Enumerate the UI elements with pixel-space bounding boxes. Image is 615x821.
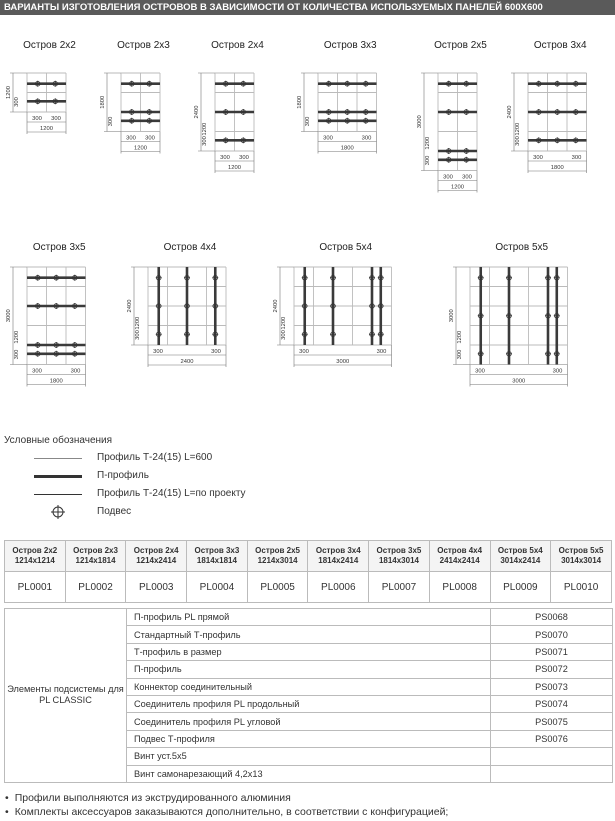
height-dimension: 3000: [6, 309, 12, 323]
mid-dimension: 1200: [281, 316, 287, 330]
legend: [4, 433, 404, 528]
module-dimension: 300: [202, 136, 208, 146]
variant-code: PL0009: [490, 572, 551, 603]
height-dimension: 2400: [273, 299, 279, 313]
legend-label: Профиль Т-24(15) L=600: [97, 452, 213, 463]
legend-label: Подвес: [97, 506, 132, 517]
element-code: [491, 748, 613, 765]
variant-header: Остров 2х5 1214х3014: [247, 541, 308, 572]
island-diagram: [6, 242, 86, 387]
module-dimension: 300: [14, 97, 20, 107]
mid-dimension: 1200: [14, 330, 20, 344]
module-dimension: 300: [533, 155, 543, 161]
hanger-icon: [330, 331, 336, 337]
module-dimension: 300: [211, 349, 221, 355]
hanger-icon: [378, 275, 384, 281]
hanger-icon: [463, 109, 469, 115]
hanger-icon: [330, 275, 336, 281]
legend-item-t-profile-project: [34, 487, 394, 503]
module-dimension: 300: [220, 155, 230, 161]
mid-dimension: 1200: [135, 316, 141, 330]
hanger-icon: [326, 81, 332, 87]
thin-line-icon: [34, 458, 82, 459]
hanger-icon: [223, 137, 229, 143]
hanger-icon: [240, 137, 246, 143]
module-dimension: 300: [571, 155, 582, 161]
hanger-icon: [184, 275, 190, 281]
diagram-title: Остров 2х2: [23, 40, 76, 51]
hanger-icon: [363, 118, 369, 124]
diagram-title: Остров 5х4: [319, 242, 373, 253]
hanger-icon: [326, 118, 332, 124]
hanger-icon: [34, 505, 82, 519]
width-dimension: 1800: [49, 378, 63, 385]
hanger-icon: [302, 303, 308, 309]
hanger-icon: [72, 303, 78, 309]
height-dimension: 2400: [507, 105, 513, 119]
hanger-icon: [363, 109, 369, 115]
variant-header: Остров 4х4 2414х2414: [429, 541, 490, 572]
hanger-icon: [369, 303, 375, 309]
hanger-icon: [240, 81, 246, 87]
elements-group-label: Элементы подсистемы для PL CLASSIC: [5, 609, 127, 783]
hanger-icon: [573, 109, 579, 115]
element-code: [491, 765, 613, 782]
height-dimension: 3000: [417, 115, 423, 129]
variant-header: Остров 5х4 3014х2414: [490, 541, 551, 572]
legend-item-hanger: [34, 505, 394, 521]
hanger-icon: [506, 275, 512, 281]
module-dimension: 300: [552, 368, 563, 375]
hanger-icon: [129, 118, 135, 124]
hanger-icon: [212, 275, 218, 281]
hanger-icon: [184, 331, 190, 337]
hanger-icon: [146, 118, 152, 124]
module-dimension: 300: [126, 135, 136, 142]
module-dimension: 300: [462, 174, 472, 181]
diagram-title: Остров 2х3: [117, 40, 170, 51]
mid-dimension: 1200: [425, 136, 431, 150]
island-diagram: [417, 40, 487, 193]
island-diagram: [449, 242, 568, 387]
hanger-icon: [52, 81, 58, 87]
hanger-icon: [478, 351, 484, 357]
island-diagram: [507, 40, 587, 173]
height-dimension: 2400: [127, 299, 133, 313]
hanger-icon: [330, 303, 336, 309]
variant-header: Остров 3х4 1814х2414: [308, 541, 369, 572]
hanger-icon: [52, 98, 58, 104]
notes-list: [5, 791, 448, 819]
hanger-icon: [369, 331, 375, 337]
hanger-icon: [554, 81, 560, 87]
island-diagrams: [0, 15, 615, 433]
legend-title: Условные обозначения: [4, 435, 113, 446]
hanger-icon: [146, 81, 152, 87]
module-dimension: 300: [457, 349, 463, 360]
variant-code: PL0004: [187, 572, 248, 603]
note-item: • Профили выполняются из экструдированного алюминия: [5, 791, 448, 805]
element-name: Коннектор соединительный: [127, 678, 491, 695]
module-dimension: 300: [376, 349, 387, 355]
variant-header: Остров 3х5 1814х3014: [369, 541, 430, 572]
element-code: PS0074: [491, 695, 613, 712]
element-name: Винт уст.5х5: [127, 748, 491, 765]
width-dimension: 1200: [40, 126, 53, 132]
hanger-icon: [554, 351, 560, 357]
diagram-title: Остров 2х4: [211, 40, 264, 51]
module-dimension: 300: [443, 174, 453, 181]
note-item: • Комплекты аксессуаров заказываются дополнительно, в соответствии с конфигурацией;: [5, 805, 448, 819]
height-dimension: 2400: [194, 105, 200, 119]
module-dimension: 300: [32, 368, 42, 375]
hanger-icon: [223, 109, 229, 115]
hanger-icon: [446, 109, 452, 115]
height-dimension: 1800: [297, 95, 303, 109]
page-header: [0, 0, 615, 15]
module-dimension: 300: [515, 136, 521, 146]
hanger-icon: [536, 81, 542, 87]
hanger-icon: [240, 109, 246, 115]
hanger-icon: [554, 313, 560, 319]
hanger-icon: [478, 275, 484, 281]
module-dimension: 300: [425, 155, 431, 166]
table-row: [5, 609, 613, 626]
variants-code-row: [5, 572, 612, 603]
island-diagram: [273, 242, 392, 367]
element-code: PS0073: [491, 678, 613, 695]
element-code: PS0075: [491, 713, 613, 730]
height-dimension: 1200: [6, 86, 12, 99]
hanger-icon: [35, 81, 41, 87]
hanger-icon: [554, 275, 560, 281]
diagram-title: Остров 3х5: [32, 242, 86, 253]
hanger-icon: [302, 275, 308, 281]
width-dimension: 1200: [451, 184, 464, 191]
hanger-icon: [326, 109, 332, 115]
hanger-icon: [536, 137, 542, 143]
element-code: PS0071: [491, 643, 613, 660]
diagram-title: Остров 2х5: [434, 40, 487, 51]
variant-header: Остров 5х5 3014х3014: [551, 541, 612, 572]
legend-item-t-profile-600: [34, 451, 394, 467]
hanger-icon: [446, 81, 452, 87]
island-diagram: [297, 40, 377, 154]
hanger-icon: [378, 303, 384, 309]
variant-code: PL0002: [65, 572, 126, 603]
variant-code: PL0001: [5, 572, 66, 603]
width-dimension: 1800: [550, 165, 564, 171]
variants-header-row: [5, 541, 612, 572]
variant-code: PL0007: [369, 572, 430, 603]
hanger-icon: [506, 313, 512, 319]
hanger-icon: [35, 303, 41, 309]
element-code: PS0068: [491, 609, 613, 626]
hanger-icon: [573, 137, 579, 143]
hanger-icon: [72, 342, 78, 348]
hanger-icon: [478, 313, 484, 319]
module-dimension: 300: [299, 349, 309, 355]
island-diagram: [100, 40, 170, 154]
module-dimension: 300: [239, 155, 249, 161]
module-dimension: 300: [51, 116, 61, 122]
hanger-icon: [53, 303, 59, 309]
module-dimension: 300: [135, 330, 141, 340]
hanger-icon: [35, 351, 41, 357]
elements-table: [4, 608, 613, 783]
width-dimension: 1800: [340, 145, 354, 152]
hanger-icon: [212, 303, 218, 309]
mid-dimension: 1200: [202, 122, 208, 136]
element-name: Винт самонарезающий 4,2х13: [127, 765, 491, 782]
module-dimension: 300: [305, 116, 311, 127]
thick-line-icon: [34, 475, 82, 478]
variant-code: PL0003: [126, 572, 187, 603]
module-dimension: 300: [32, 116, 42, 122]
hanger-icon: [156, 275, 162, 281]
width-dimension: 1200: [228, 165, 241, 171]
hanger-icon: [223, 81, 229, 87]
hanger-icon: [506, 351, 512, 357]
hanger-icon: [378, 331, 384, 337]
hanger-icon: [573, 81, 579, 87]
module-dimension: 300: [70, 368, 81, 375]
hanger-icon: [53, 351, 59, 357]
hanger-icon: [463, 81, 469, 87]
diagram-title: Остров 4х4: [163, 242, 217, 253]
hanger-icon: [72, 351, 78, 357]
hanger-icon: [463, 157, 469, 163]
hanger-icon: [53, 342, 59, 348]
module-dimension: 300: [475, 368, 485, 375]
hanger-icon: [156, 331, 162, 337]
element-name: П-профиль PL прямой: [127, 609, 491, 626]
hanger-icon: [344, 81, 350, 87]
hanger-icon: [369, 275, 375, 281]
variant-code: PL0010: [551, 572, 612, 603]
module-dimension: 300: [108, 116, 114, 127]
hanger-icon: [35, 342, 41, 348]
variant-header: Остров 2х3 1214х1814: [65, 541, 126, 572]
hanger-icon: [554, 137, 560, 143]
module-dimension: 300: [323, 135, 333, 142]
element-name: Соединитель профиля PL продольный: [127, 695, 491, 712]
hanger-icon: [446, 157, 452, 163]
element-code: PS0072: [491, 661, 613, 678]
element-name: Подвес Т-профиля: [127, 730, 491, 747]
variant-code: PL0005: [247, 572, 308, 603]
hanger-icon: [146, 109, 152, 115]
hanger-icon: [554, 109, 560, 115]
hanger-icon: [35, 275, 41, 281]
hanger-icon: [184, 303, 190, 309]
width-dimension: 1200: [134, 145, 147, 152]
module-dimension: 300: [153, 349, 163, 355]
medium-line-icon: [34, 494, 82, 495]
legend-label: П-профиль: [97, 470, 149, 481]
width-dimension: 2400: [180, 359, 194, 365]
island-diagram: [6, 40, 76, 134]
mid-dimension: 1200: [515, 122, 521, 136]
hanger-icon: [463, 148, 469, 154]
variant-code: PL0008: [429, 572, 490, 603]
island-diagram: [127, 242, 226, 367]
hanger-icon: [344, 109, 350, 115]
variants-table: [4, 540, 612, 603]
hanger-icon: [72, 275, 78, 281]
hanger-icon: [156, 303, 162, 309]
variant-header: Остров 3х3 1814х1814: [187, 541, 248, 572]
element-name: Т-профиль в размер: [127, 643, 491, 660]
module-dimension: 300: [14, 349, 20, 360]
legend-label: Профиль Т-24(15) L=по проекту: [97, 488, 246, 499]
mid-dimension: 1200: [457, 330, 463, 344]
height-dimension: 1800: [100, 95, 106, 109]
variant-code: PL0006: [308, 572, 369, 603]
hanger-icon: [446, 148, 452, 154]
width-dimension: 3000: [512, 378, 526, 385]
variant-header: Остров 2х4 1214х2414: [126, 541, 187, 572]
hanger-icon: [545, 275, 551, 281]
hanger-icon: [212, 331, 218, 337]
page-title: ВАРИАНТЫ ИЗГОТОВЛЕНИЯ ОСТРОВОВ В ЗАВИСИМОСТИ ОТ КОЛИЧЕСТВА ИСПОЛЬЗУЕМЫХ ПАНЕЛЕЙ 600Х600: [4, 2, 543, 13]
hanger-icon: [344, 118, 350, 124]
hanger-icon: [53, 275, 59, 281]
hanger-icon: [302, 331, 308, 337]
module-dimension: 300: [361, 135, 372, 142]
legend-item-p-profile: [34, 469, 394, 485]
diagram-title: Остров 3х3: [323, 40, 377, 51]
module-dimension: 300: [281, 330, 287, 340]
diagram-title: Остров 5х5: [495, 242, 549, 253]
hanger-icon: [35, 98, 41, 104]
width-dimension: 3000: [336, 359, 350, 365]
variant-header: Остров 2х2 1214х1214: [5, 541, 66, 572]
element-name: П-профиль: [127, 661, 491, 678]
element-code: PS0076: [491, 730, 613, 747]
height-dimension: 3000: [449, 309, 455, 323]
hanger-icon: [129, 109, 135, 115]
hanger-icon: [545, 313, 551, 319]
island-diagram: [194, 40, 264, 173]
hanger-icon: [545, 351, 551, 357]
diagram-title: Остров 3х4: [533, 40, 587, 51]
hanger-icon: [129, 81, 135, 87]
module-dimension: 300: [145, 135, 155, 142]
hanger-icon: [536, 109, 542, 115]
element-name: Соединитель профиля PL угловой: [127, 713, 491, 730]
hanger-icon: [363, 81, 369, 87]
element-code: PS0070: [491, 626, 613, 643]
element-name: Стандартный Т-профиль: [127, 626, 491, 643]
